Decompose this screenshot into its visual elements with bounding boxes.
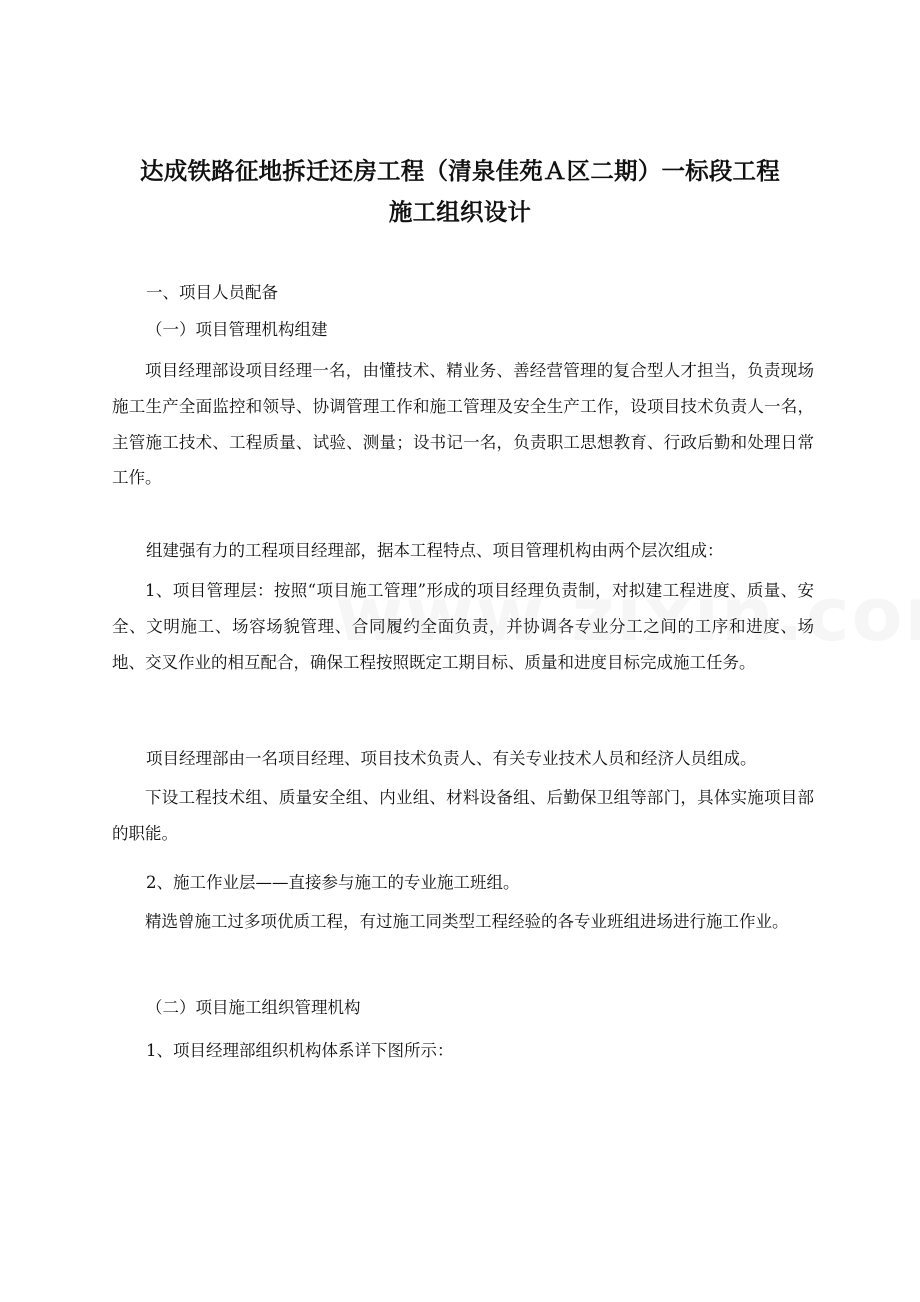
section1-heading: 一、项目人员配备 <box>146 283 278 302</box>
paragraph-2: 组建强有力的工程项目经理部，据本工程特点、项目管理机构由两个层次组成： <box>146 541 724 560</box>
paragraph-8: 1、项目经理部组织机构体系详下图所示： <box>146 1041 454 1060</box>
subsection1-heading: （一）项目管理机构组建 <box>146 320 328 339</box>
subsection2-heading: （二）项目施工组织管理机构 <box>146 998 361 1017</box>
paragraph-5: 下设工程技术组、质量安全组、内业组、材料设备组、后勤保卫组等部门，具体实施项目部的职能。 <box>112 788 814 843</box>
document-title-line2: 施工组织设计 <box>388 198 532 226</box>
document-title-line1: 达成铁路征地拆迁还房工程（清泉佳苑Ａ区二期）一标段工程 <box>140 157 780 185</box>
paragraph-6: 2、施工作业层——直接参与施工的专业施工班组。 <box>146 873 520 892</box>
paragraph-1: 项目经理部设项目经理一名，由懂技术、精业务、善经营管理的复合型人才担当，负责现场施工生产全面监控和领导、协调管理工作和施工管理及安全生产工作，设项目技术负责人一名，主管施工技术、工程质量、试验、测量；设书记一名，负责职工思想教育、行政后勤和处理日常工作。 <box>112 361 814 488</box>
paragraph-7: 精选曾施工过多项优质工程，有过施工同类型工程经验的各专业班组进场进行施工作业。 <box>145 912 789 931</box>
paragraph-4: 项目经理部由一名项目经理、项目技术负责人、有关专业技术人员和经济人员组成。 <box>146 749 757 768</box>
paragraph-3: 1、项目管理层：按照“项目施工管理”形成的项目经理负责制，对拟建工程进度、质量、安全、文明施工、场容场貌管理、合同履约全面负责，并协调各专业分工之间的工序和进度、场地、交叉作业的相互配合，确保工程按照既定工期目标、质量和进度目标完成施工任务。 <box>112 581 814 672</box>
